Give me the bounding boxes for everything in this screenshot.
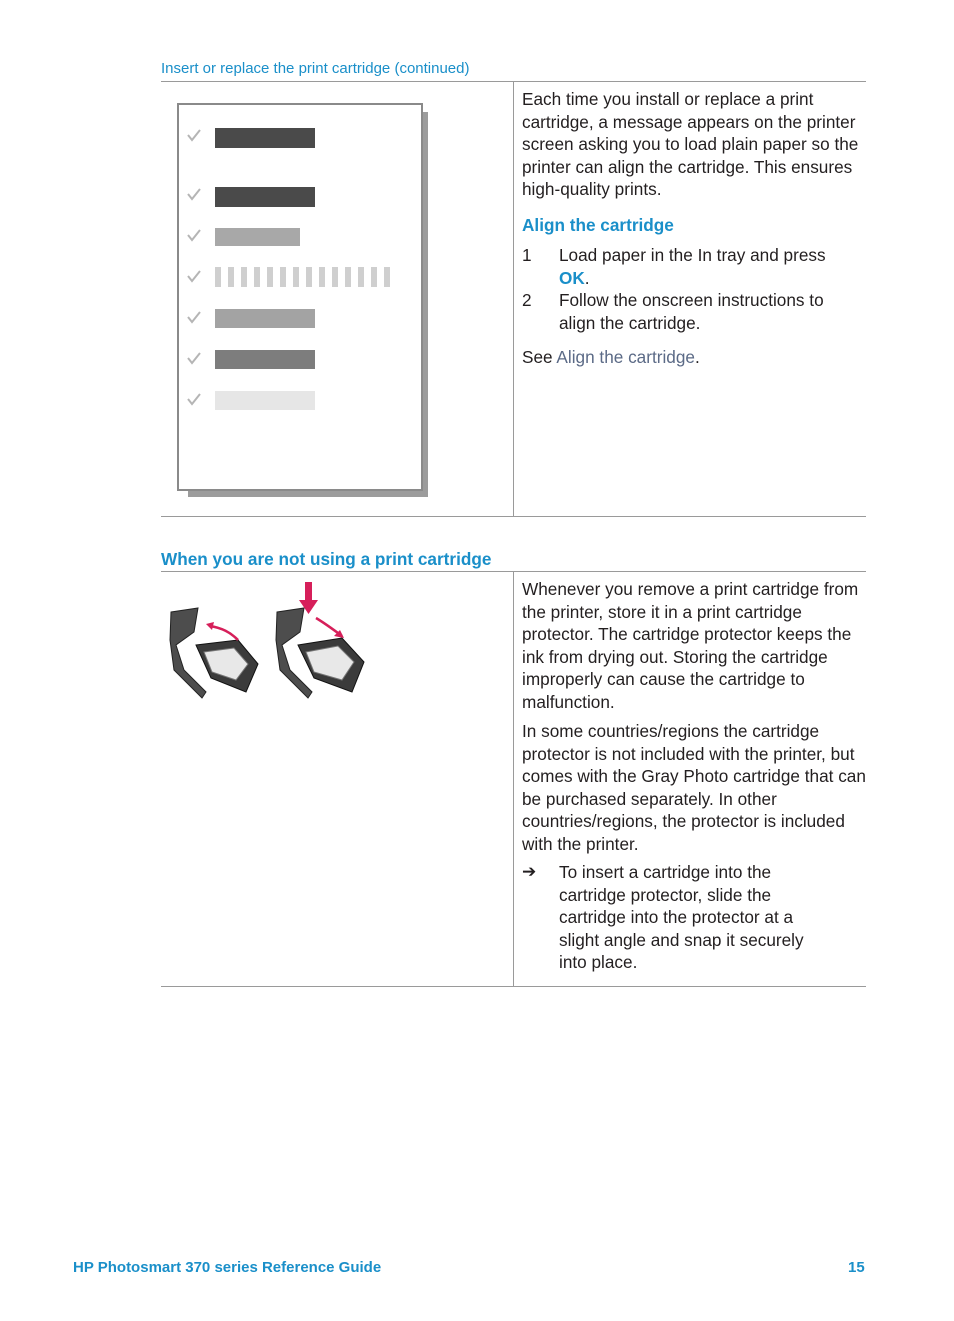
protector-1 (170, 608, 258, 698)
step-number: 1 (522, 245, 532, 265)
table2-column-divider (513, 572, 514, 986)
step-2-text: Follow the onscreen instructions to align the cartridge. (559, 290, 824, 333)
section-heading: When you are not using a print cartridge (161, 549, 492, 569)
tip-arrow-icon: ➔ (522, 861, 537, 881)
tip-text: To insert a cartridge into the cartridge protector, slide the cartridge into the protector at a slight angle and snap it securely into place. (559, 862, 804, 972)
align-cartridge-link[interactable]: Align the cartridge (556, 347, 695, 367)
table-caption: Insert or replace the print cartridge (continued) (161, 60, 470, 77)
align-heading: Align the cartridge (522, 215, 674, 235)
step-number: 2 (522, 290, 532, 310)
step-1-text (559, 244, 859, 289)
step-1-text-before: Load paper in the In tray and press (559, 245, 826, 265)
intro-paragraph: Each time you install or replace a print cartridge, a message appears on the printer screen asking you to load plain paper so the printer can align the cartridge. This ensures high-quality prints. (522, 89, 859, 199)
protector-2 (276, 608, 364, 698)
cartridge-protector-illustration (166, 580, 371, 700)
footer-title: HP Photosmart 370 series Reference Guide (73, 1259, 382, 1276)
alignment-page-illustration (168, 90, 438, 502)
table2-bottom-rule (161, 986, 866, 987)
countries-paragraph: In some countries/regions the cartridge protector is not included with the printer, but comes with the Gray Photo cartridge that can be purchased separately. In other countries/regions, the protector is included with the printer. (522, 721, 866, 854)
storage-paragraph: Whenever you remove a print cartridge from the printer, store it in a print cartridge protector. The cartridge protector keeps the ink from drying out. Storing the cartridge improperly can cause the cartridge to malfunction. (522, 579, 859, 712)
table-column-divider (513, 82, 514, 516)
step-1-text-after: . (584, 267, 590, 288)
see-suffix: . (694, 347, 700, 367)
see-prefix: See (522, 347, 557, 367)
table-bottom-rule (161, 516, 866, 517)
see-reference (522, 346, 700, 369)
page-number: 15 (848, 1259, 865, 1276)
ok-button-reference: OK (559, 267, 585, 288)
